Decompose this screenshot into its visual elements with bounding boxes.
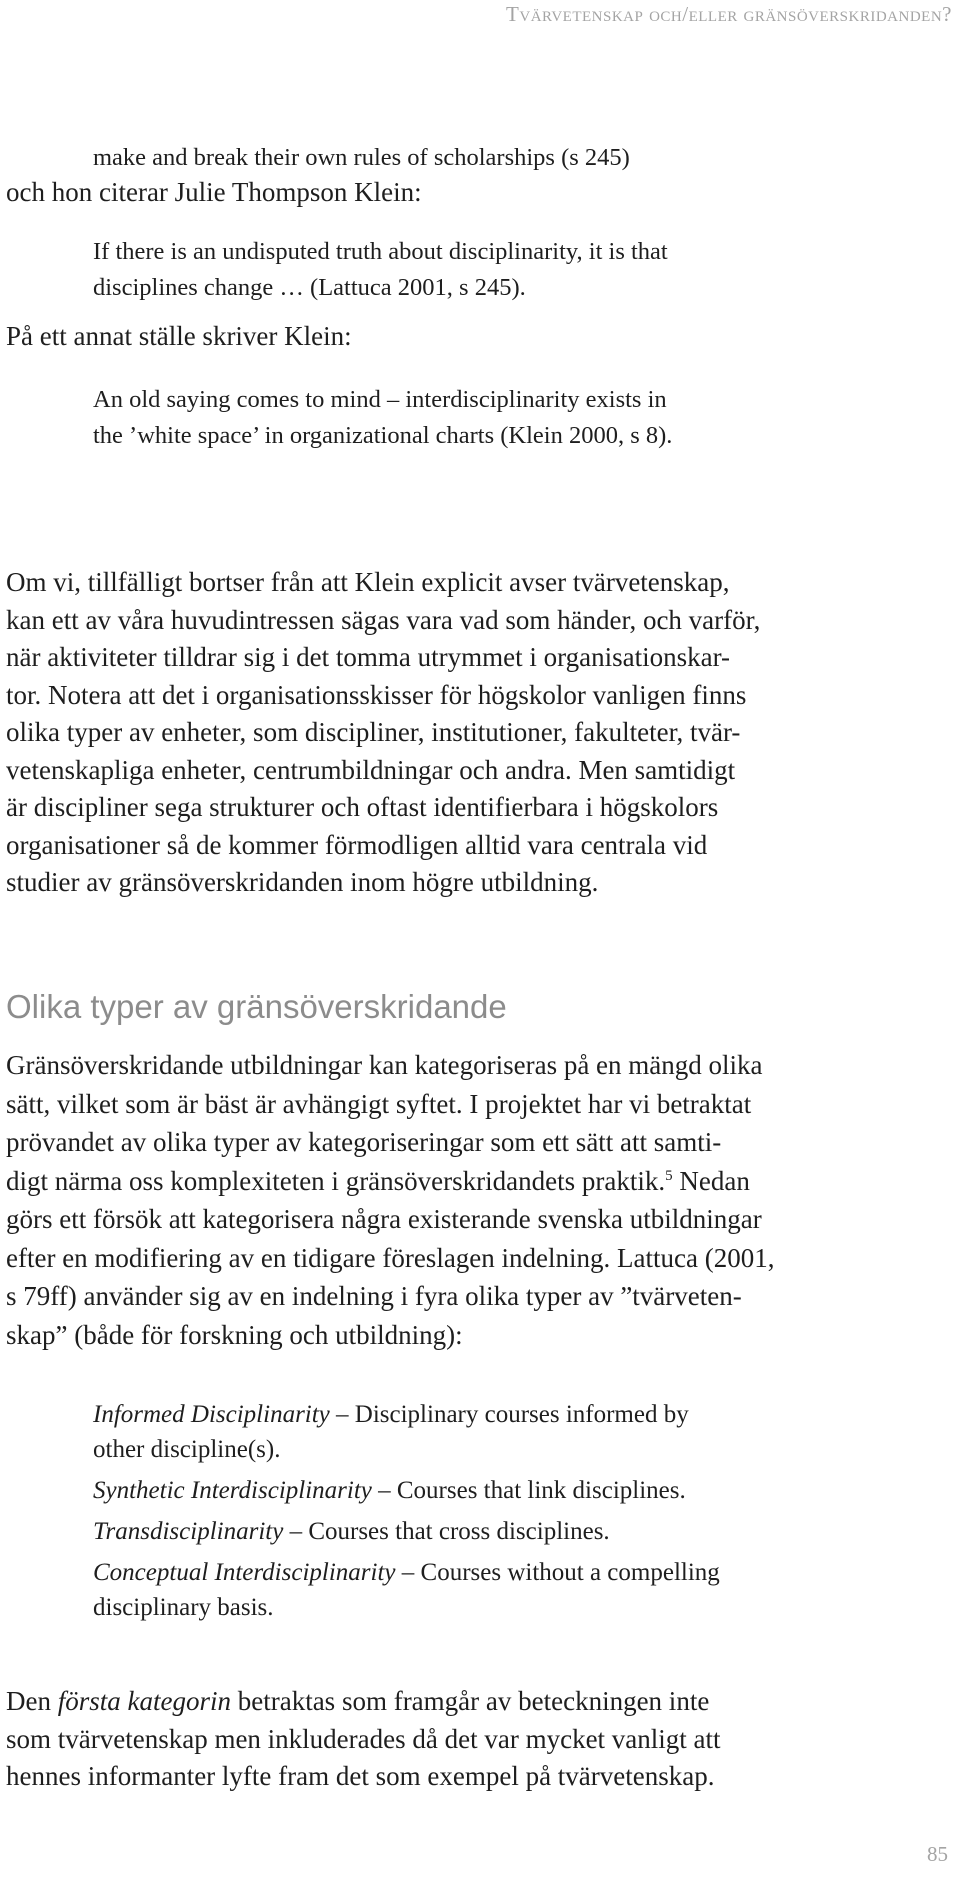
line-text: digt närma oss komplexiteten i gränsöverskridandets praktik. [6, 1165, 666, 1196]
paragraph-line: och hon citerar Julie Thompson Klein: [6, 177, 422, 207]
definition-item [93, 1555, 873, 1625]
definition-line [93, 1514, 873, 1549]
paragraph-line: efter en modifiering av en tidigare föreslagen indelning. Lattuca (2001, [6, 1242, 775, 1273]
paragraph-line: På ett annat ställe skriver Klein: [6, 321, 352, 351]
block-quote-3 [93, 382, 868, 454]
definition-term: Conceptual Interdisciplinarity [93, 1559, 396, 1586]
definition-text: – Courses that cross disciplines. [283, 1518, 610, 1545]
emphasis-text: första kategorin [57, 1686, 231, 1716]
definition-item [93, 1514, 873, 1549]
paragraph-line: Gränsöverskridande utbildningar kan kategoriseras på en mängd olika [6, 1050, 763, 1080]
definition-term: Synthetic Interdisciplinarity [93, 1477, 372, 1504]
definition-text: – Courses that link disciplines. [371, 1477, 686, 1504]
definition-term: Informed Disciplinarity [93, 1401, 330, 1428]
footnote-reference[interactable]: 5 [665, 1167, 673, 1184]
line-text: Den [6, 1686, 58, 1716]
paragraph-line: skap” (både för forskning och utbildning): [6, 1319, 463, 1350]
definition-line: disciplinary basis. [93, 1594, 274, 1621]
definition-term: Transdisciplinarity [93, 1518, 284, 1545]
paragraph-line: olika typer av enheter, som discipliner, institutioner, fakulteter, tvär- [6, 717, 741, 747]
definition-line: other discipline(s). [93, 1436, 281, 1463]
paragraph-final [6, 1683, 956, 1796]
paragraph-line: prövandet av olika typer av kategoriseringar som ett sätt att samti- [6, 1127, 722, 1157]
definition-list [93, 1397, 873, 1631]
paragraph-line: sätt, vilket som är bäst är avhängigt syftet. I projektet har vi betraktat [6, 1088, 752, 1119]
paragraph-line: hennes informanter lyfte fram det som exempel på tvärvetenskap. [6, 1761, 715, 1791]
definition-item [93, 1473, 873, 1508]
paragraph-line [6, 1683, 956, 1721]
definition-line [93, 1397, 873, 1432]
paragraph-line: vetenskapliga enheter, centrumbildningar och andra. Men samtidigt [6, 754, 736, 785]
quote-line: make and break their own rules of scholarships (s 245) [93, 144, 630, 171]
running-head: Tvärvetenskap och/eller gränsöverskridanden? [506, 2, 952, 26]
block-quote-2 [93, 234, 868, 306]
definition-text: – Courses without a compelling [395, 1559, 720, 1586]
paragraph-main [6, 564, 956, 902]
paragraph-section [6, 1046, 956, 1354]
definition-line [93, 1473, 873, 1508]
paragraph-line: Om vi, tillfälligt bortser från att Klein explicit avser tvärvetenskap, [6, 567, 730, 597]
paragraph-line: studier av gränsöverskridanden inom högre utbildning. [6, 867, 599, 897]
definition-line [93, 1555, 873, 1590]
paragraph-line [6, 1162, 956, 1201]
quote-line: the ’white space’ in organizational charts (Klein 2000, s 8). [93, 422, 673, 449]
paragraph-line: s 79ff) använder sig av en indelning i fyra olika typer av ”tvärveten- [6, 1281, 742, 1311]
quote-line: If there is an undisputed truth about disciplinarity, it is that [93, 238, 668, 265]
paragraph-line: när aktiviteter tilldrar sig i det tomma utrymmet i organisationskar- [6, 642, 731, 672]
paragraph-line: är discipliner sega strukturer och oftast identifierbara i högskolors [6, 792, 719, 822]
paragraph-intro [6, 174, 956, 212]
paragraph-line: organisationer så de kommer förmodligen alltid vara centrala vid [6, 829, 708, 860]
definition-text: – Disciplinary courses informed by [329, 1401, 689, 1428]
quote-line: An old saying comes to mind – interdisciplinarity exists in [93, 386, 667, 413]
definition-item [93, 1397, 873, 1467]
block-quote-1 [93, 140, 868, 176]
paragraph-line: görs ett försök att kategorisera några existerande svenska utbildningar [6, 1204, 762, 1234]
quote-line: disciplines change … (Lattuca 2001, s 245). [93, 274, 526, 301]
paragraph-line: kan ett av våra huvudintressen sägas vara vad som händer, och varför, [6, 604, 761, 635]
paragraph-line: tor. Notera att det i organisationsskisser för högskolor vanligen finns [6, 679, 747, 710]
page-number: 85 [927, 1842, 948, 1866]
paragraph-klein [6, 318, 956, 356]
section-heading: Olika typer av gränsöverskridande [6, 988, 507, 1025]
line-text: betraktas som framgår av beteckningen inte [230, 1686, 710, 1716]
paragraph-line: som tvärvetenskap men inkluderades då det var mycket vanligt att [6, 1723, 721, 1754]
line-text: Nedan [672, 1165, 750, 1196]
